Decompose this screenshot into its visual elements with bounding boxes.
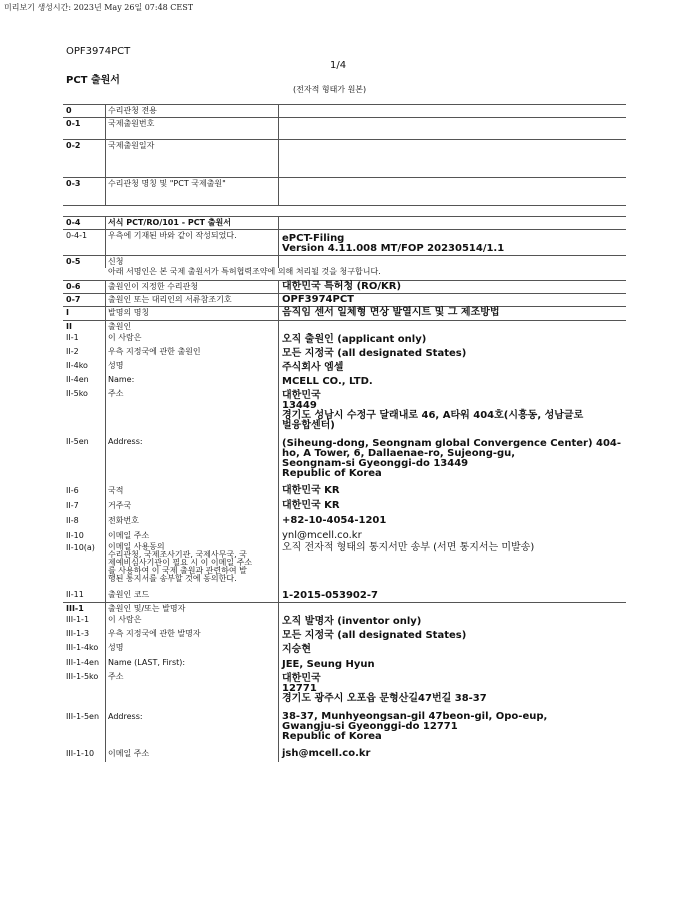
row-label: 이메일 주소 bbox=[108, 531, 150, 540]
table-row bbox=[63, 346, 626, 360]
row-code: II-7 bbox=[66, 501, 79, 510]
address-line: 13449 bbox=[282, 400, 317, 411]
inventor-name-en: JEE, Seung Hyun bbox=[282, 659, 375, 670]
row-label: 이 사람은 bbox=[108, 615, 142, 624]
table-row bbox=[63, 628, 626, 642]
inventor-states: 모든 지정국 (all designated States) bbox=[282, 630, 467, 641]
row-code: II-6 bbox=[66, 486, 79, 495]
table-row bbox=[63, 321, 626, 332]
request-statement: 아래 서명인은 본 국제 출원서가 특허협력조약에 의해 처리될 것을 청구합니다. bbox=[108, 267, 381, 276]
table-row bbox=[63, 256, 626, 281]
row-label: 우측 지정국에 관한 출원인 bbox=[108, 347, 201, 356]
inventor-name-ko: 지승현 bbox=[282, 644, 311, 655]
table-row bbox=[63, 513, 626, 528]
row-label: 신청 bbox=[108, 257, 124, 266]
address-line: 대한민국 bbox=[282, 673, 321, 684]
inventor-address-en bbox=[279, 712, 627, 742]
row-code: 0-4 bbox=[66, 218, 81, 227]
table-row bbox=[63, 589, 626, 603]
address-line: (Siheung-dong, Seongnam global Convergence Center) 404- bbox=[282, 438, 622, 449]
application-table bbox=[63, 216, 626, 762]
table-row bbox=[63, 642, 626, 657]
row-label: 출원인 및/또는 발명자 bbox=[108, 604, 186, 613]
applicant-states: 모든 지정국 (all designated States) bbox=[282, 348, 467, 359]
table-row bbox=[63, 746, 626, 762]
row-code: II-4en bbox=[66, 375, 89, 384]
row-label: Name (LAST, First): bbox=[108, 658, 186, 667]
address-line: 경기도 광주시 오포읍 문형산길47번길 38-37 bbox=[282, 693, 487, 704]
row-label: 서식 PCT/RO/101 - PCT 출원서 bbox=[108, 218, 231, 227]
row-code: II bbox=[66, 322, 72, 331]
table-row bbox=[63, 307, 626, 321]
table-row bbox=[63, 230, 626, 256]
table-row bbox=[63, 360, 626, 374]
row-code: III-1-1 bbox=[66, 615, 90, 624]
table-row bbox=[63, 216, 626, 230]
table-row bbox=[63, 374, 626, 388]
row-label: 수리관청 명칭 및 "PCT 국제출원" bbox=[108, 179, 226, 188]
document-id: OPF3974PCT bbox=[66, 46, 131, 57]
row-label: 출원인이 지정한 수리관청 bbox=[108, 282, 199, 291]
table-row bbox=[63, 483, 626, 498]
row-label: 우측 지정국에 관한 발명자 bbox=[108, 629, 201, 638]
table-row bbox=[63, 671, 626, 711]
row-code: II-8 bbox=[66, 516, 79, 525]
row-code: II-4ko bbox=[66, 361, 88, 370]
receiving-office-table bbox=[63, 104, 626, 206]
row-label: Address: bbox=[108, 437, 143, 446]
email-consent-value: 오직 전자적 형태의 통지서만 송부 (서면 통지서는 미발송) bbox=[282, 542, 535, 553]
inventor-role: 오직 발명자 (inventor only) bbox=[282, 616, 422, 627]
row-label: 수리관청 전용 bbox=[108, 106, 157, 115]
row-code: II-2 bbox=[66, 347, 79, 356]
row-code: III-1-4en bbox=[66, 658, 100, 667]
reference-number: OPF3974PCT bbox=[282, 294, 354, 305]
row-label: 출원인 또는 대리인의 서류참조기호 bbox=[108, 295, 232, 304]
row-code: I bbox=[66, 308, 69, 317]
row-code: III-1-5en bbox=[66, 712, 100, 721]
row-label: 성명 bbox=[108, 643, 124, 652]
consent-line: 제예비심사기관이 필요 시 이 이메일 주소 bbox=[108, 558, 253, 567]
table-row bbox=[63, 281, 626, 294]
applicant-address-en bbox=[279, 439, 627, 479]
table-row bbox=[63, 711, 626, 746]
consent-line: 이메일 사용동의 bbox=[108, 542, 165, 551]
form-subtitle: (전자적 형태가 원본) bbox=[293, 85, 367, 94]
row-label: 국제출원번호 bbox=[108, 119, 155, 128]
row-code: 0-7 bbox=[66, 295, 81, 304]
row-label: 이 사람은 bbox=[108, 333, 142, 342]
row-code: 0-6 bbox=[66, 282, 81, 291]
address-line: Republic of Korea bbox=[282, 731, 382, 742]
row-label: 국적 bbox=[108, 486, 124, 495]
applicant-name-ko: 주식회사 엠셀 bbox=[282, 362, 344, 373]
row-label: Address: bbox=[108, 712, 143, 721]
row-code: II-11 bbox=[66, 590, 84, 599]
table-row bbox=[63, 104, 626, 118]
applicant-address-ko bbox=[279, 391, 627, 431]
address-line: 12771 bbox=[282, 683, 317, 694]
row-code: 0-1 bbox=[66, 119, 81, 128]
address-line: Republic of Korea bbox=[282, 468, 382, 479]
preview-timestamp: 미리보기 생성시간: 2023년 May 26일 07:48 CEST bbox=[4, 3, 194, 12]
table-row bbox=[63, 603, 626, 614]
table-row bbox=[63, 140, 626, 178]
software-build: Version 4.11.008 MT/FOP 20230514/1.1 bbox=[282, 243, 505, 254]
form-title: PCT 출원서 bbox=[66, 75, 120, 86]
row-code: 0-3 bbox=[66, 179, 81, 188]
row-label: 거주국 bbox=[108, 501, 132, 510]
row-code: III-1-5ko bbox=[66, 672, 99, 681]
address-line: 38-37, Munhyeongsan-gil 47beon-gil, Opo-eup, bbox=[282, 711, 548, 722]
row-label: 성명 bbox=[108, 361, 124, 370]
row-code: II-1 bbox=[66, 333, 79, 342]
applicant-code: 1-2015-053902-7 bbox=[282, 590, 378, 601]
row-code: 0-2 bbox=[66, 141, 81, 150]
invention-title: 음직임 센서 일체형 면상 발열시트 및 그 제조방법 bbox=[282, 307, 500, 318]
row-label: 출원인 코드 bbox=[108, 590, 150, 599]
applicant-nationality: 대한민국 KR bbox=[282, 485, 340, 496]
table-row bbox=[63, 294, 626, 307]
row-label: Name: bbox=[108, 375, 135, 384]
receiving-office: 대한민국 특허청 (RO/KR) bbox=[282, 281, 402, 292]
row-label: 전화번호 bbox=[108, 516, 139, 525]
address-line: 벌융합센터) bbox=[282, 420, 335, 431]
row-code: III-1 bbox=[66, 604, 84, 613]
software-version bbox=[279, 234, 627, 254]
row-code: 0-5 bbox=[66, 257, 81, 266]
row-code: II-10 bbox=[66, 531, 84, 540]
row-label: 국제출원일자 bbox=[108, 141, 155, 150]
applicant-phone: +82-10-4054-1201 bbox=[282, 515, 387, 526]
applicant-name-en: MCELL CO., LTD. bbox=[282, 376, 373, 387]
table-row bbox=[63, 332, 626, 346]
inventor-address-ko bbox=[279, 674, 627, 704]
table-row bbox=[63, 542, 626, 589]
software-name: ePCT-Filing bbox=[282, 233, 345, 244]
row-code: II-5ko bbox=[66, 389, 88, 398]
row-code: III-1-3 bbox=[66, 629, 90, 638]
table-row bbox=[63, 178, 626, 206]
row-label: 주소 bbox=[108, 389, 124, 398]
row-label: 우측에 기재된 바와 같이 작성되었다. bbox=[108, 231, 237, 240]
address-line: 경기도 성남시 수정구 달래내로 46, A타워 404호(시흥동, 성남글로 bbox=[282, 410, 584, 421]
consent-line: 행된 통지서를 송부할 것에 동의한다. bbox=[108, 574, 237, 583]
table-row bbox=[63, 388, 626, 436]
consent-line: 를 사용하여 이 국제 출원과 관련하여 발 bbox=[108, 566, 247, 575]
applicant-role: 오직 출원인 (applicant only) bbox=[282, 334, 427, 345]
applicant-email: ynl@mcell.co.kr bbox=[282, 530, 362, 541]
inventor-email: jsh@mcell.co.kr bbox=[282, 748, 371, 759]
applicant-residence: 대한민국 KR bbox=[282, 500, 340, 511]
row-code: III-1-10 bbox=[66, 749, 95, 758]
consent-line: 수리관청, 국제조사기관, 국제사무국, 국 bbox=[108, 550, 247, 559]
table-row bbox=[63, 657, 626, 671]
address-line: ho, A Tower, 6, Dallaenae-ro, Sujeong-gu, bbox=[282, 448, 516, 459]
table-row bbox=[63, 614, 626, 628]
page-number: 1/4 bbox=[330, 60, 347, 71]
row-code: III-1-4ko bbox=[66, 643, 99, 652]
address-line: Gwangju-si Gyeonggi-do 12771 bbox=[282, 721, 458, 732]
table-row bbox=[63, 528, 626, 542]
row-label: 출원인 bbox=[108, 322, 132, 331]
address-line: Seongnam-si Gyeonggi-do 13449 bbox=[282, 458, 469, 469]
table-row bbox=[63, 118, 626, 140]
row-code: 0-4-1 bbox=[66, 231, 88, 240]
table-row bbox=[63, 436, 626, 483]
row-code: 0 bbox=[66, 106, 72, 115]
row-label: 발명의 명칭 bbox=[108, 308, 150, 317]
table-row bbox=[63, 498, 626, 513]
row-label: 주소 bbox=[108, 672, 124, 681]
row-code: II-10(a) bbox=[66, 543, 95, 552]
row-code: II-5en bbox=[66, 437, 89, 446]
address-line: 대한민국 bbox=[282, 390, 321, 401]
email-consent-text bbox=[106, 543, 278, 583]
row-label: 이메일 주소 bbox=[108, 749, 150, 758]
